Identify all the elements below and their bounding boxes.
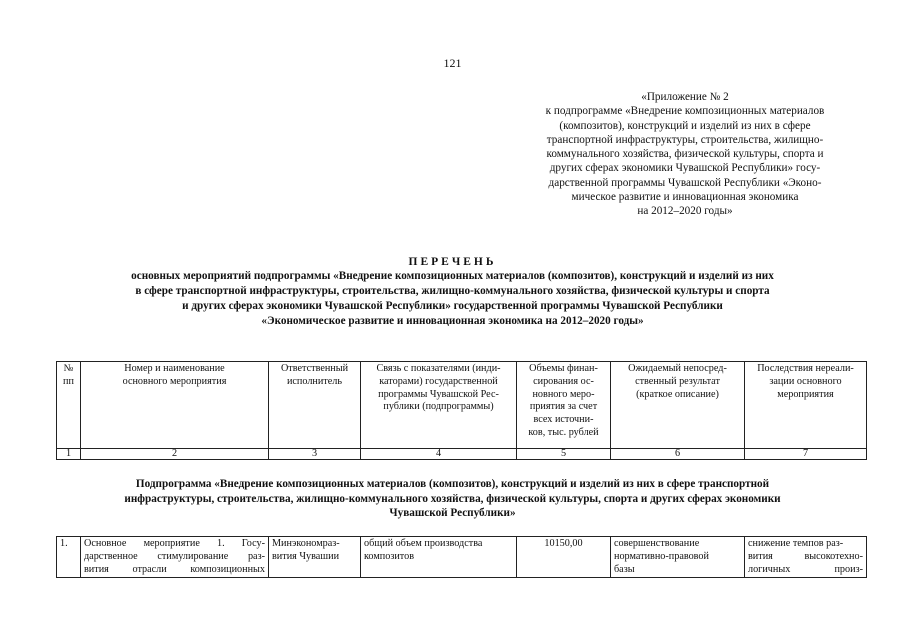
row-number xyxy=(57,537,81,578)
subprogram-line: Подпрограмма «Внедрение композиционных материалов (композитов), конструкций и изделий из них в сфере транспортной xyxy=(135,478,770,490)
header-line: Ответственный xyxy=(280,363,349,374)
header-line: программы Чувашской Рес- xyxy=(378,388,499,400)
header-line: пп xyxy=(63,375,74,387)
document-title xyxy=(30,255,875,329)
header-cell-funding xyxy=(517,362,611,449)
header-line: ков, тыс. рублей xyxy=(528,426,599,438)
appendix-line: «Приложение № 2 xyxy=(641,91,729,103)
appendix-line: (композитов), конструкций и изделий из них в сфере xyxy=(559,119,811,132)
row-number-text: 1. xyxy=(60,538,68,549)
executor-line: вития Чувашии xyxy=(272,550,340,562)
header-cell-result xyxy=(611,362,745,449)
header-line: Номер и наименование xyxy=(124,363,225,374)
header-line: основного мероприятия xyxy=(122,375,227,387)
appendix-line: коммунального хозяйства, физической культуры, спорта и xyxy=(546,148,824,161)
consequences-line: логичных произ- xyxy=(748,563,863,575)
header-line: Ожидаемый непосред- xyxy=(628,363,727,374)
title-line: в сфере транспортной инфраструктуры, строительства, жилищно-коммунального хозяйства, физической культуры и спорта xyxy=(135,285,770,297)
header-cell-executor xyxy=(269,362,361,449)
consequences-cell xyxy=(745,537,867,578)
header-line: каторами) государственной xyxy=(379,375,498,387)
header-line: Последствия нереали- xyxy=(757,363,854,374)
executor-cell xyxy=(269,537,361,578)
header-line: новного меро- xyxy=(532,388,595,400)
funding-value: 10150,00 xyxy=(544,538,583,549)
measures-table-body xyxy=(56,536,867,578)
column-number: 2 xyxy=(81,449,269,460)
header-line: ственный результат xyxy=(635,375,720,387)
column-number: 1 xyxy=(57,449,81,460)
page-number: 121 xyxy=(443,56,462,70)
header-line: мероприятия xyxy=(777,388,834,400)
consequences-line: вития высокотехно- xyxy=(748,550,863,562)
header-line: публики (подпрограммы) xyxy=(383,401,494,413)
header-line: № xyxy=(63,363,74,374)
funding-cell xyxy=(517,537,611,578)
appendix-block xyxy=(505,90,865,219)
consequences-line: снижение темпов раз- xyxy=(748,538,844,549)
result-line: базы xyxy=(614,563,635,575)
appendix-line: к подпрограмме «Внедрение композиционных материалов xyxy=(545,105,825,118)
subprogram-heading xyxy=(30,477,875,521)
column-number: 4 xyxy=(361,449,517,460)
appendix-line: дарственной программы Чувашской Республики «Эконо- xyxy=(548,176,822,189)
header-line: зации основного xyxy=(769,375,842,387)
measure-line: Основное мероприятие 1. Госу- xyxy=(84,538,265,549)
result-line: нормативно-правовой xyxy=(614,550,709,562)
subprogram-line: Чувашской Республики» xyxy=(389,507,516,519)
measures-table-header xyxy=(56,361,867,460)
header-line: сирования ос- xyxy=(533,375,594,387)
result-line: совершенствование xyxy=(614,538,700,549)
indicator-cell xyxy=(361,537,517,578)
appendix-line: других сферах экономики Чувашской Республики» госу- xyxy=(549,162,821,175)
title-line: и других сферах экономики Чувашской Республики» государственной программы Чувашской Республики xyxy=(182,300,723,312)
result-cell xyxy=(611,537,745,578)
header-line: приятия за счет xyxy=(529,401,598,413)
appendix-line: транспортной инфраструктуры, строительства, жилищно- xyxy=(546,133,824,146)
table-row xyxy=(57,537,867,578)
appendix-line: мическое развитие и инновационная экономика xyxy=(571,191,799,204)
indicator-line: композитов xyxy=(364,550,415,562)
header-line: всех источни- xyxy=(533,414,594,426)
appendix-line: на 2012–2020 годы» xyxy=(637,205,733,218)
header-line: (краткое описание) xyxy=(636,388,719,400)
column-number: 6 xyxy=(611,449,745,460)
column-number: 5 xyxy=(517,449,611,460)
title-line: основных мероприятий подпрограммы «Внедрение композиционных материалов (композитов), конструкций и изделий из них xyxy=(131,270,774,282)
column-number-row xyxy=(57,449,867,460)
title-heading: ПЕРЕЧЕНЬ xyxy=(408,256,497,268)
subprogram-line: инфраструктуры, строительства, жилищно-коммунального хозяйства, физической культуры, спорта и других сферах экономики xyxy=(124,492,781,505)
title-line: «Экономическое развитие и инновационная экономика на 2012–2020 годы» xyxy=(261,315,644,327)
measure-line: вития отрасли композиционных xyxy=(84,563,265,575)
header-cell-consequences xyxy=(745,362,867,449)
header-cell-indicators xyxy=(361,362,517,449)
column-number: 3 xyxy=(269,449,361,460)
measure-line: дарственное стимулирование раз- xyxy=(84,550,265,562)
column-number: 7 xyxy=(745,449,867,460)
header-line: исполнитель xyxy=(286,375,343,387)
header-line: Связь с показателями (инди- xyxy=(376,363,501,374)
header-line: Объемы финан- xyxy=(529,363,598,374)
header-cell-measure xyxy=(81,362,269,449)
header-cell-number xyxy=(57,362,81,449)
executor-line: Минэкономраз- xyxy=(272,538,340,549)
indicator-line: общий объем производства xyxy=(364,538,483,549)
measure-cell xyxy=(81,537,269,578)
